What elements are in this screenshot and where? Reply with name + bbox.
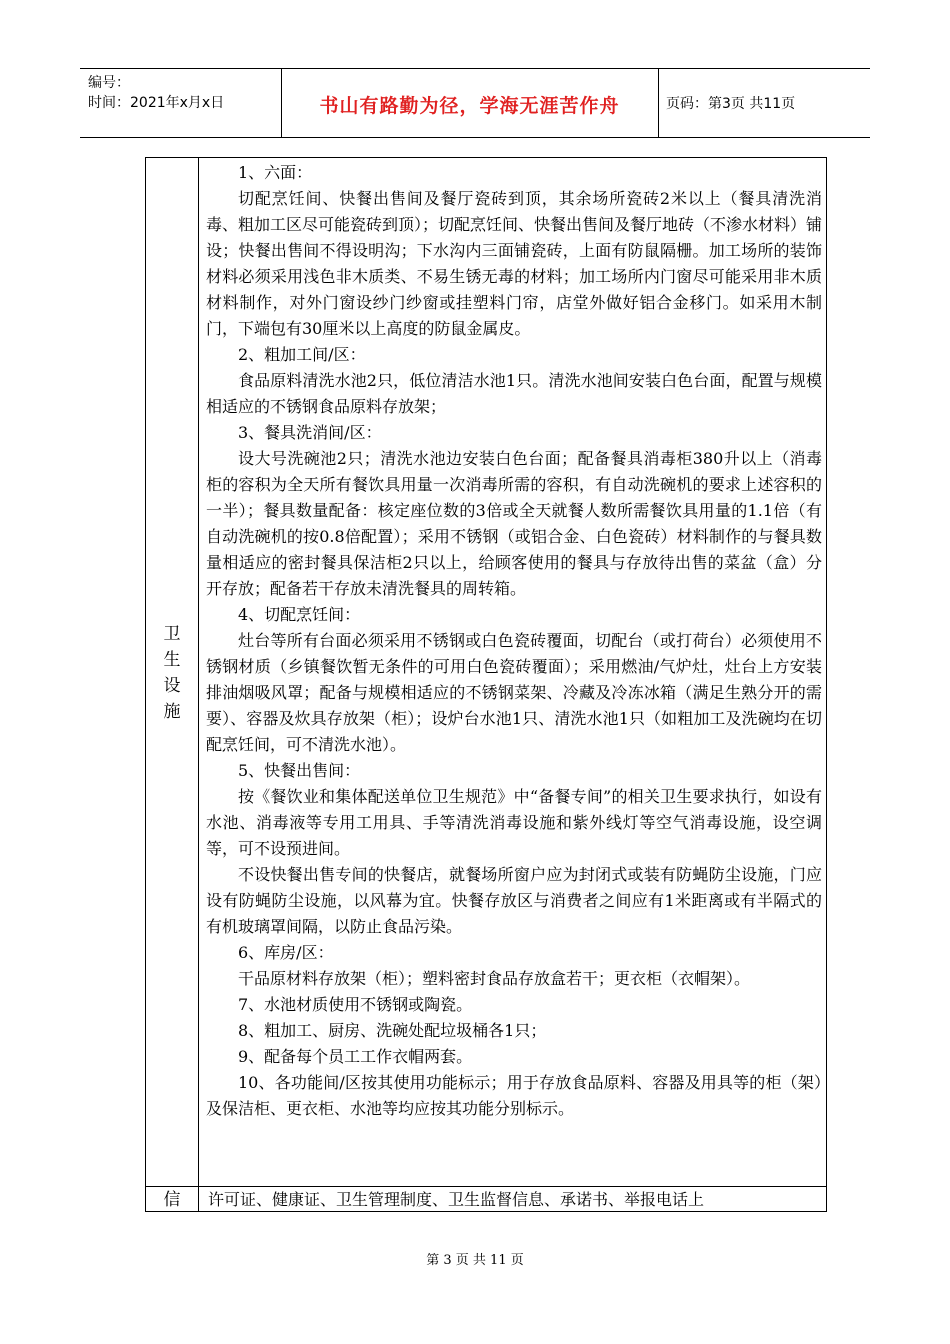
row-label-information: 信 <box>163 1190 181 1210</box>
section-heading: 5、快餐出售间： <box>238 761 361 780</box>
section-heading: 3、餐具洗消间/区： <box>238 423 382 442</box>
section-heading: 1、六面： <box>238 163 313 182</box>
table-row-divider <box>146 1186 826 1187</box>
header-page-number: 页码：第3页 共11页 <box>666 96 796 112</box>
section-paragraph: 食品原料清洗水池2只，低位清洁水池1只。清洗水池间安装白色台面，配置与规模相适应的不锈钢食品原料存放架； <box>206 371 822 416</box>
section-item: 9、配备每个员工工作衣帽两套。 <box>238 1047 473 1066</box>
header-meta <box>88 73 224 113</box>
row-label-char: 设 <box>163 676 181 696</box>
section-paragraph: 切配烹饪间、快餐出售间及餐厅瓷砖到顶，其余场所瓷砖2米以上（餐具清洗消毒、粗加工区尽可能瓷砖到顶）；切配烹饪间、快餐出售间及餐厅地砖（不渗水材料）铺设；快餐出售间不得设明沟；下水沟内三面铺瓷砖，上面有防鼠隔栅。加工场所的装饰材料必须采用浅色非木质类、不易生锈无毒的材料；加工场所内门窗尽可能采用非木质材料制作，对外门窗设纱门纱窗或挂塑料门帘，店堂外做好铝合金移门。如采用木制门，下端包有30厘米以上高度的防鼠金属皮。 <box>206 189 823 338</box>
row-label-char: 施 <box>163 702 181 722</box>
table-column-divider <box>198 158 199 1211</box>
row-label-hygiene-facilities <box>146 621 198 725</box>
hygiene-facilities-content <box>206 160 822 1122</box>
section-item: 10、各功能间/区按其使用功能标示；用于存放食品原料、容器及用具等的柜（架）及保洁柜、更衣柜、水池等均应按其功能分别标示。 <box>206 1073 822 1118</box>
document-number-label: 编号： <box>88 75 130 91</box>
section-item: 7、水池材质使用不锈钢或陶瓷。 <box>238 995 473 1014</box>
row-label-char: 卫 <box>163 624 181 644</box>
section-paragraph: 设大号洗碗池2只；清洗水池边安装白色台面；配备餐具消毒柜380升以上（消毒柜的容积为全天所有餐饮具用量一次消毒所需的容积，有自动洗碗机的要求上述容积的一半）；餐具数量配备：核定座位数的3倍或全天就餐人数所需餐饮具用量的1.1倍（有自动洗碗机的按0.8倍配置）；采用不锈钢（或铝合金、白色瓷砖）材料制作的与餐具数量相适应的密封餐具保洁柜2只以上，给顾客使用的餐具与存放待出售的菜盆（盒）分开存放；配备若干存放未清洗餐具的周转箱。 <box>206 449 822 598</box>
section-heading: 6、库房/区： <box>238 943 334 962</box>
section-paragraph: 干品原材料存放架（柜）；塑料密封食品存放盒若干；更衣柜（衣帽架）。 <box>238 969 751 988</box>
header-divider <box>658 69 659 137</box>
page-header <box>80 68 870 138</box>
section-paragraph: 不设快餐出售专间的快餐店，就餐场所窗户应为封闭式或装有防蝇防尘设施，门应设有防蝇防尘设施，以风幕为宜。快餐存放区与消费者之间应有1米距离或有半隔式的有机玻璃罩间隔，以防止食品污染。 <box>206 865 822 936</box>
section-heading: 2、粗加工间/区： <box>238 345 366 364</box>
section-heading: 4、切配烹饪间： <box>238 605 361 624</box>
row-label-char: 生 <box>163 650 181 670</box>
information-content: 许可证、健康证、卫生管理制度、卫生监督信息、承诺书、举报电话上 <box>208 1190 705 1209</box>
header-motto: 书山有路勤为径，学海无涯苦作舟 <box>319 95 620 117</box>
document-date-label: 时间：2021年x月x日 <box>88 95 225 111</box>
page-footer: 第 3 页 共 11 页 <box>426 1253 524 1268</box>
section-item: 8、粗加工、厨房、洗碗处配垃圾桶各1只； <box>238 1021 547 1040</box>
section-paragraph: 灶台等所有台面必须采用不锈钢或白色瓷砖覆面，切配台（或打荷台）必须使用不锈钢材质（乡镇餐饮暂无条件的可用白色瓷砖覆面）；采用燃油/气炉灶，灶台上方安装排油烟吸风罩；配备与规模相适应的不锈钢菜架、冷藏及冷冻冰箱（满足生熟分开的需要）、容器及炊具存放架（柜）；设炉台水池1只、清洗水池1只（如粗加工及洗碗均在切配烹饪间，可不清洗水池）。 <box>206 631 822 754</box>
content-table <box>145 157 827 1212</box>
section-paragraph: 按《餐饮业和集体配送单位卫生规范》中“备餐专间”的相关卫生要求执行，如设有水池、消毒液等专用工用具、手等清洗消毒设施和紫外线灯等空气消毒设施，设空调等，可不设预进间。 <box>206 787 822 858</box>
